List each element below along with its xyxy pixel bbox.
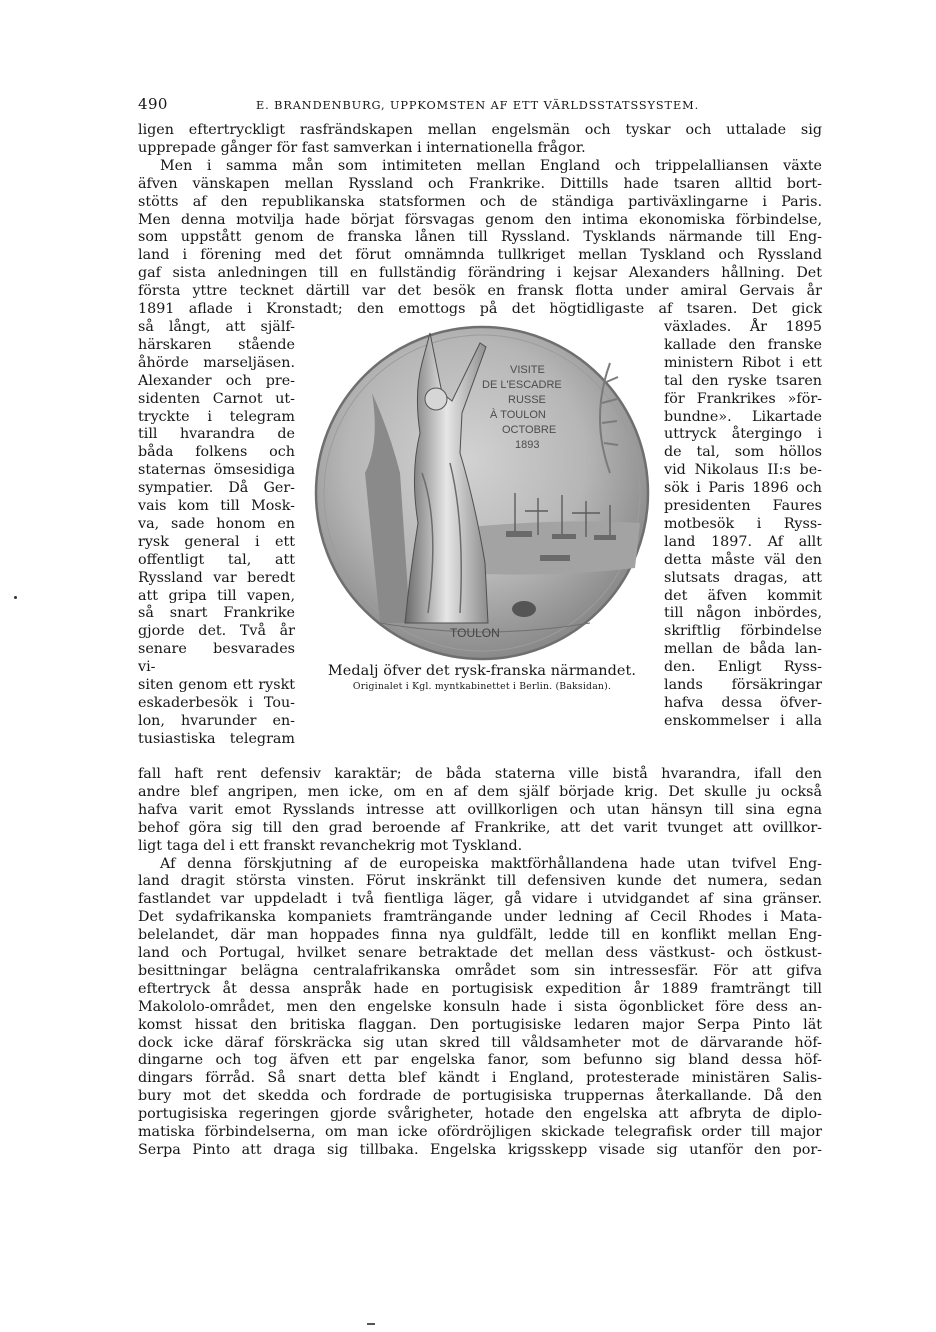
text-line: tusiastiska telegram [138,730,295,747]
text-line: staternas ömsesidiga [138,462,295,479]
text-line: enskommelser i alla [664,712,822,729]
page-number: 490 [138,95,168,113]
text-line: dingarne och tog äfven ett par engelska fanor, som befunno sig bland dessa höf- [138,1052,822,1069]
text-line: åhörde marseljäsen. [138,354,295,371]
inscription-line: 1893 [515,438,540,451]
text-line: Alexander och pre- [138,372,295,389]
text-line: mellan de båda lan- [664,641,822,658]
text-line: ligen eftertryckligt rasfrändskapen mellan engelsmän och tyskar och uttalade sig [138,122,822,138]
inscription-line: À TOULON [490,408,546,421]
text-line: att gripa till vapen, [138,587,295,604]
text-line: gaf sista anledningen till en fullständig förändring i kejsar Alexanders hållning. Det [138,265,822,282]
text-line: vid Nikolaus II:s be- [664,462,822,479]
text-line: så snart Frankrike [138,605,295,622]
text-line: Men denna motvilja hade börjat försvagas genom den intima ekonomiska förbindelse, [138,211,822,228]
left-text-column [138,319,295,749]
text-line: va, sade honom en [138,515,295,532]
text-line: presidenten Faures [664,498,822,515]
text-line: hafva varit emot Rysslands intresse att ovillkorligen och utan hänsyn till sina egna [138,801,822,818]
paragraph-4 [138,856,822,1160]
text-line: äfven vänskapen mellan Ryssland och Frankrike. Dittills hade tsaren alltid bort- [138,175,822,192]
text-line: rysk general i ett [138,533,295,550]
text-line: eftertryck åt dessa anspråk hade en portugisisk expedition år 1889 framträngt till [138,980,822,997]
text-line: ligt taga del i ett franskt revanchekrig mot Tyskland. [138,837,523,854]
text-line: första yttre tecknet därtill var det besök en fransk flotta under amiral Gervais år [138,283,822,300]
text-line: växlades. År 1895 [664,318,822,335]
inscription-line: VISITE [510,363,545,376]
text-line: belelandet, där man hoppades finna nya guldfält, ledde till en konflikt mellan Eng- [138,927,822,944]
text-line: sök i Paris 1896 och [664,480,822,497]
text-line: sympatier. Då Ger- [138,480,295,497]
inscription-line: OCTOBRE [502,423,557,436]
document-page [138,96,822,1160]
text-line: dock icke däraf förskräcka sig utan skred till våldsamheter mot de därvarande höf- [138,1034,822,1051]
text-line: härskaren stående [138,336,295,353]
inscription-line: DE L'ESCADRE [482,378,562,391]
text-line: fall haft rent defensiv karaktär; de båda staterna ville bistå hvarandra, ifall den [138,765,822,782]
medal-figure [306,323,658,693]
text-line: skriftlig förbindelse [664,623,822,640]
paragraph-2 [138,158,822,319]
text-line: detta måste väl den [664,551,822,568]
paragraph-3-continuation [138,766,822,856]
text-line: till någon inbördes, [664,605,822,622]
text-line: land 1897. Af allt [664,533,822,550]
text-line: Ryssland var beredt [138,569,295,586]
running-title: E. BRANDENBURG, UPPKOMSTEN AF ETT VÄRLDSSTATSSYSTEM. [256,99,700,112]
text-line: sidenten Carnot ut- [138,390,295,407]
text-line: land och Portugal, hvilket senare betraktade det mellan dess västkust- och östkust- [138,945,822,962]
text-line: uttryck återgingo i [664,426,822,443]
text-line: eskaderbesök i Tou- [138,695,295,711]
text-line: senare besvarades vi- [138,641,295,676]
text-line: Af denna förskjutning af de europeiska maktförhållandena hade utan tvifvel Eng- [160,855,822,872]
text-line: behof göra sig till den grad beroende af Frankrike, att det varit tvunget att ovillkor- [138,819,822,836]
text-line: bury mot det skedda och fordrade de portugisiska truppernas återkallande. Då den [138,1088,822,1105]
text-line: den. Enligt Ryss- [664,659,822,676]
text-line: för Frankrikes »för- [664,390,822,407]
figure-wrap-section [138,319,822,766]
text-line: de tal, som höllos [664,444,822,461]
text-line: till hvarandra de [138,426,295,443]
text-line: tryckte i telegram [138,408,295,425]
text-line: land dragit största vinsten. Förut inskränkt till defensiven kunde det numera, sedan [138,873,822,890]
text-line: land i förening med det förut omnämnda tullkriget mellan Tyskland och Ryssland [138,247,822,264]
text-line: ministern Ribot i ett [664,354,822,371]
scan-speck [14,596,17,599]
scan-speck [367,1323,375,1325]
text-line: kallade den franske [664,336,822,353]
text-line: lands försäkringar [664,677,822,694]
text-line: siten genom ett ryskt [138,677,295,694]
text-line: tal den ryske tsaren [664,372,822,389]
text-line: Makololo-området, men den engelske konsuln hade i sista ögonblicket före dess an- [138,998,822,1015]
text-line: Det sydafrikanska kompaniets framträngande under ledning af Cecil Rhodes i Mata- [138,909,822,926]
text-line: slutsats dragas, att [664,569,822,586]
right-text-column [664,319,822,731]
text-line: båda folkens och [138,444,295,461]
text-line: så långt, att själf- [138,318,295,335]
text-line: 1891 aflade i Kronstadt; den emottogs på det högtidligaste af tsaren. Det gick [138,301,822,318]
medal-exergue: TOULON [450,625,500,640]
text-line: dingars förråd. Så snart detta blef kändt i England, protesterade ministären Salis- [138,1070,822,1087]
text-line: hafva dessa öfver- [664,695,822,711]
inscription-line: RUSSE [508,393,546,406]
paragraph-1 [138,122,822,158]
medal-image [310,323,654,663]
text-line: komst hissat den britiska flaggan. Den portugisiske ledaren major Serpa Pinto lät [138,1016,822,1033]
text-line: offentligt tal, att [138,551,295,568]
text-line: fastlandet var uppdeladt i två fientliga läger, gå vidare i utvidgandet af sina gränser. [138,891,822,908]
text-line: upprepade gånger för fast samverkan i internationella frågor. [138,139,586,156]
text-line: portugisiska regeringen gjorde svårigheter, hotade den engelska att afbryta de diplo- [138,1106,822,1123]
text-line: som uppstått genom de franska lånen till Ryssland. Tysklands närmande till Eng- [138,229,822,246]
text-line: Serpa Pinto att draga sig tillbaka. Engelska krigsskepp visade sig utanför den por- [138,1142,822,1158]
page-header [138,96,822,122]
text-line: lon, hvarunder en- [138,712,295,729]
text-line: Men i samma mån som intimiteten mellan England och trippelalliansen växte [160,157,822,174]
text-line: det äfven kommit [664,587,822,604]
text-line: motbesök i Ryss- [664,515,822,532]
text-line: vais kom till Mosk- [138,498,295,515]
text-line: besittningar belägna centralafrikanska området som sin intressesfär. För att gifva [138,962,822,979]
text-line: stötts af den republikanska statsformen och de ständiga partiväxlingarne i Paris. [138,193,822,210]
figure-caption: Medalj öfver det rysk-franska närmandet. [327,662,637,679]
text-line: bundne». Likartade [664,408,822,425]
text-line: gjorde det. Två år [138,623,295,640]
text-line: andre blef angripen, men icke, om en af dem själf började krig. Det skulle ju också [138,783,822,800]
figure-subcaption: Originalet i Kgl. myntkabinettet i Berlin. (Baksidan). [352,680,612,692]
text-line: matiska förbindelserna, om man icke ofördröjligen skickade telegrafisk order till major [138,1124,822,1141]
